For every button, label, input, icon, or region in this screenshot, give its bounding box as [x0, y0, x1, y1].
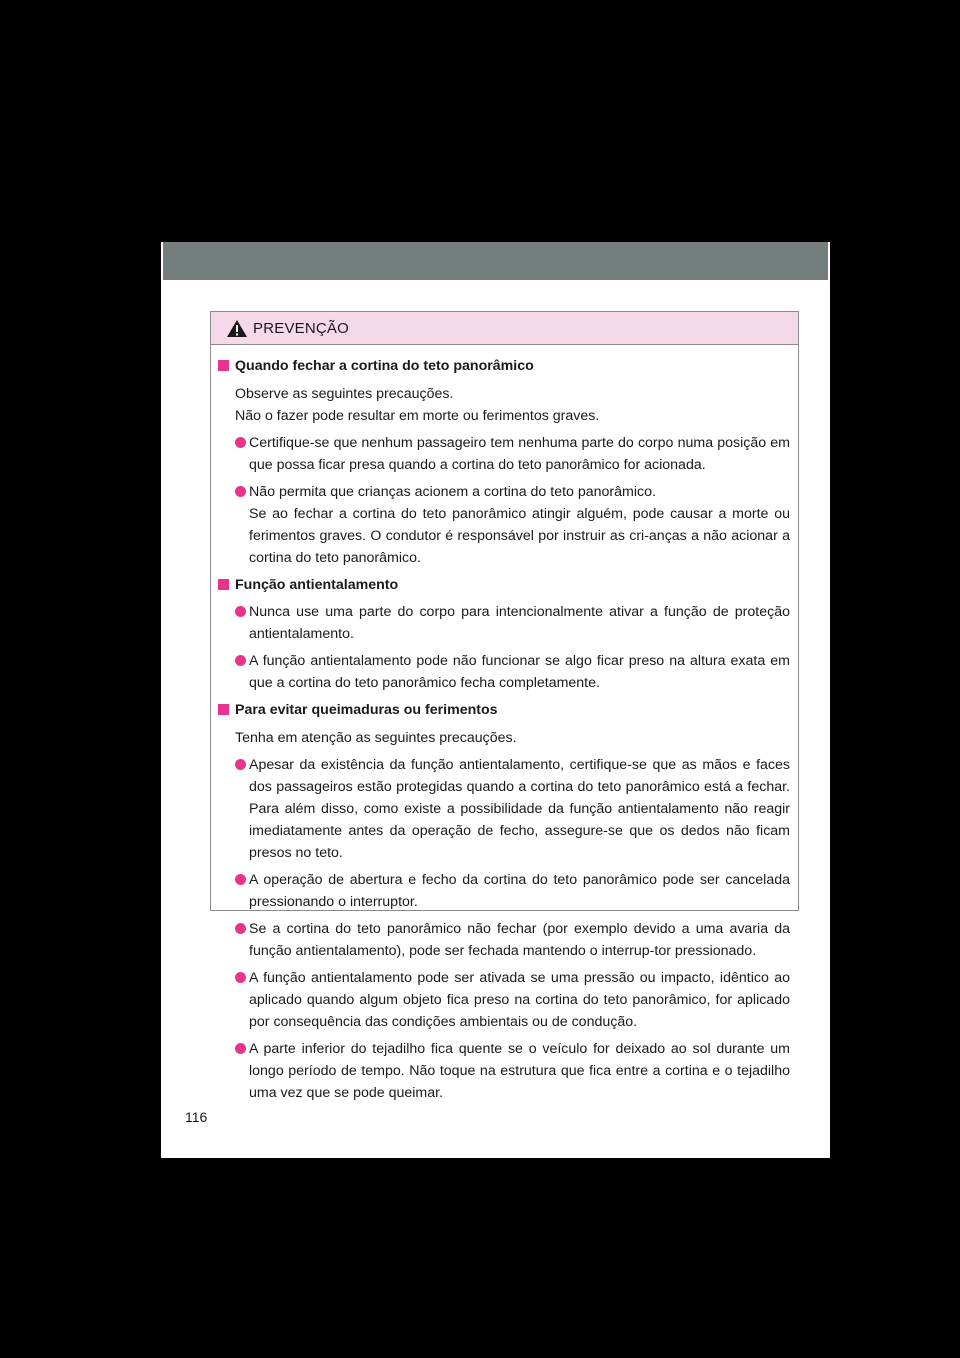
bullet-item	[217, 869, 790, 913]
paragraph-line: Observe as seguintes precauções.	[235, 386, 454, 402]
bullet-text: Apesar da existência da função antientalamento, certifique-se que as mãos e faces dos passageiros estão protegidas quando a cortina do teto panorâmico está a fechar. Para além disso, como existe a possibilidade da função antientalamento não reagir imediatamente antes da operação de fecho, assegure-se que os dedos não ficam presos no teto.	[249, 757, 790, 861]
bullet-item	[217, 967, 790, 1033]
bullet-text: A parte inferior do tejadilho fica quente se o veículo for deixado ao sol durante um longo período de tempo. Não toque na estrutura que fica entre a cortina e o tejadilho uma vez que se pode queimar.	[249, 1041, 790, 1101]
bullet-item	[217, 1038, 790, 1104]
bullet-item	[217, 481, 790, 569]
bullet-text: Não permita que crianças acionem a cortina do teto panorâmico.	[249, 484, 656, 500]
warning-box	[210, 311, 799, 1101]
page-number: 116	[185, 1109, 208, 1125]
section-title: Para evitar queimaduras ou ferimentos	[217, 699, 790, 721]
bullet-item	[217, 918, 790, 962]
bullet-item	[217, 432, 790, 476]
bullet-item	[217, 650, 790, 694]
bullet-item	[217, 754, 790, 864]
bullet-text: Nunca use uma parte do corpo para intencionalmente ativar a função de proteção antientalamento.	[249, 604, 790, 642]
paragraph-line: Tenha em atenção as seguintes precauções.	[235, 730, 517, 746]
bullet-text: A operação de abertura e fecho da cortina do teto panorâmico pode ser cancelada pressionando o interruptor.	[249, 872, 790, 910]
section-paragraph	[217, 383, 790, 427]
section-title: Função antientalamento	[217, 574, 790, 596]
bullet-text: A função antientalamento pode ser ativada se uma pressão ou impacto, idêntico ao aplicado quando algum objeto fica preso na cortina do teto panorâmico, for aplicado por consequência das condições ambientais ou de condução.	[249, 970, 790, 1030]
warning-title: PREVENÇÃO	[253, 319, 349, 337]
manual-page	[161, 242, 830, 1158]
warning-header	[211, 312, 798, 345]
warning-triangle-icon	[226, 319, 248, 338]
bullet-item	[217, 601, 790, 645]
section-title: Quando fechar a cortina do teto panorâmico	[217, 355, 790, 377]
paragraph-line: Não o fazer pode resultar em morte ou ferimentos graves.	[235, 408, 600, 424]
bullet-text: Se ao fechar a cortina do teto panorâmico atingir alguém, pode causar a morte ou ferimentos graves. O condutor é responsável por instruir as cri-anças a não acionar a cortina do teto panorâmico.	[249, 506, 790, 566]
section-paragraph	[217, 727, 790, 749]
bullet-text: Se a cortina do teto panorâmico não fechar (por exemplo devido a uma avaria da função antientalamento), pode ser fechada mantendo o interrup-tor pressionado.	[249, 921, 790, 959]
bullet-text: Certifique-se que nenhum passageiro tem nenhuma parte do corpo numa posição em que possa ficar presa quando a cortina do teto panorâmico for acionada.	[249, 435, 790, 473]
page-header-bar	[163, 242, 828, 280]
bullet-text: A função antientalamento pode não funcionar se algo ficar preso na altura exata em que a cortina do teto panorâmico fecha completamente.	[249, 653, 790, 691]
warning-content	[211, 345, 798, 1104]
